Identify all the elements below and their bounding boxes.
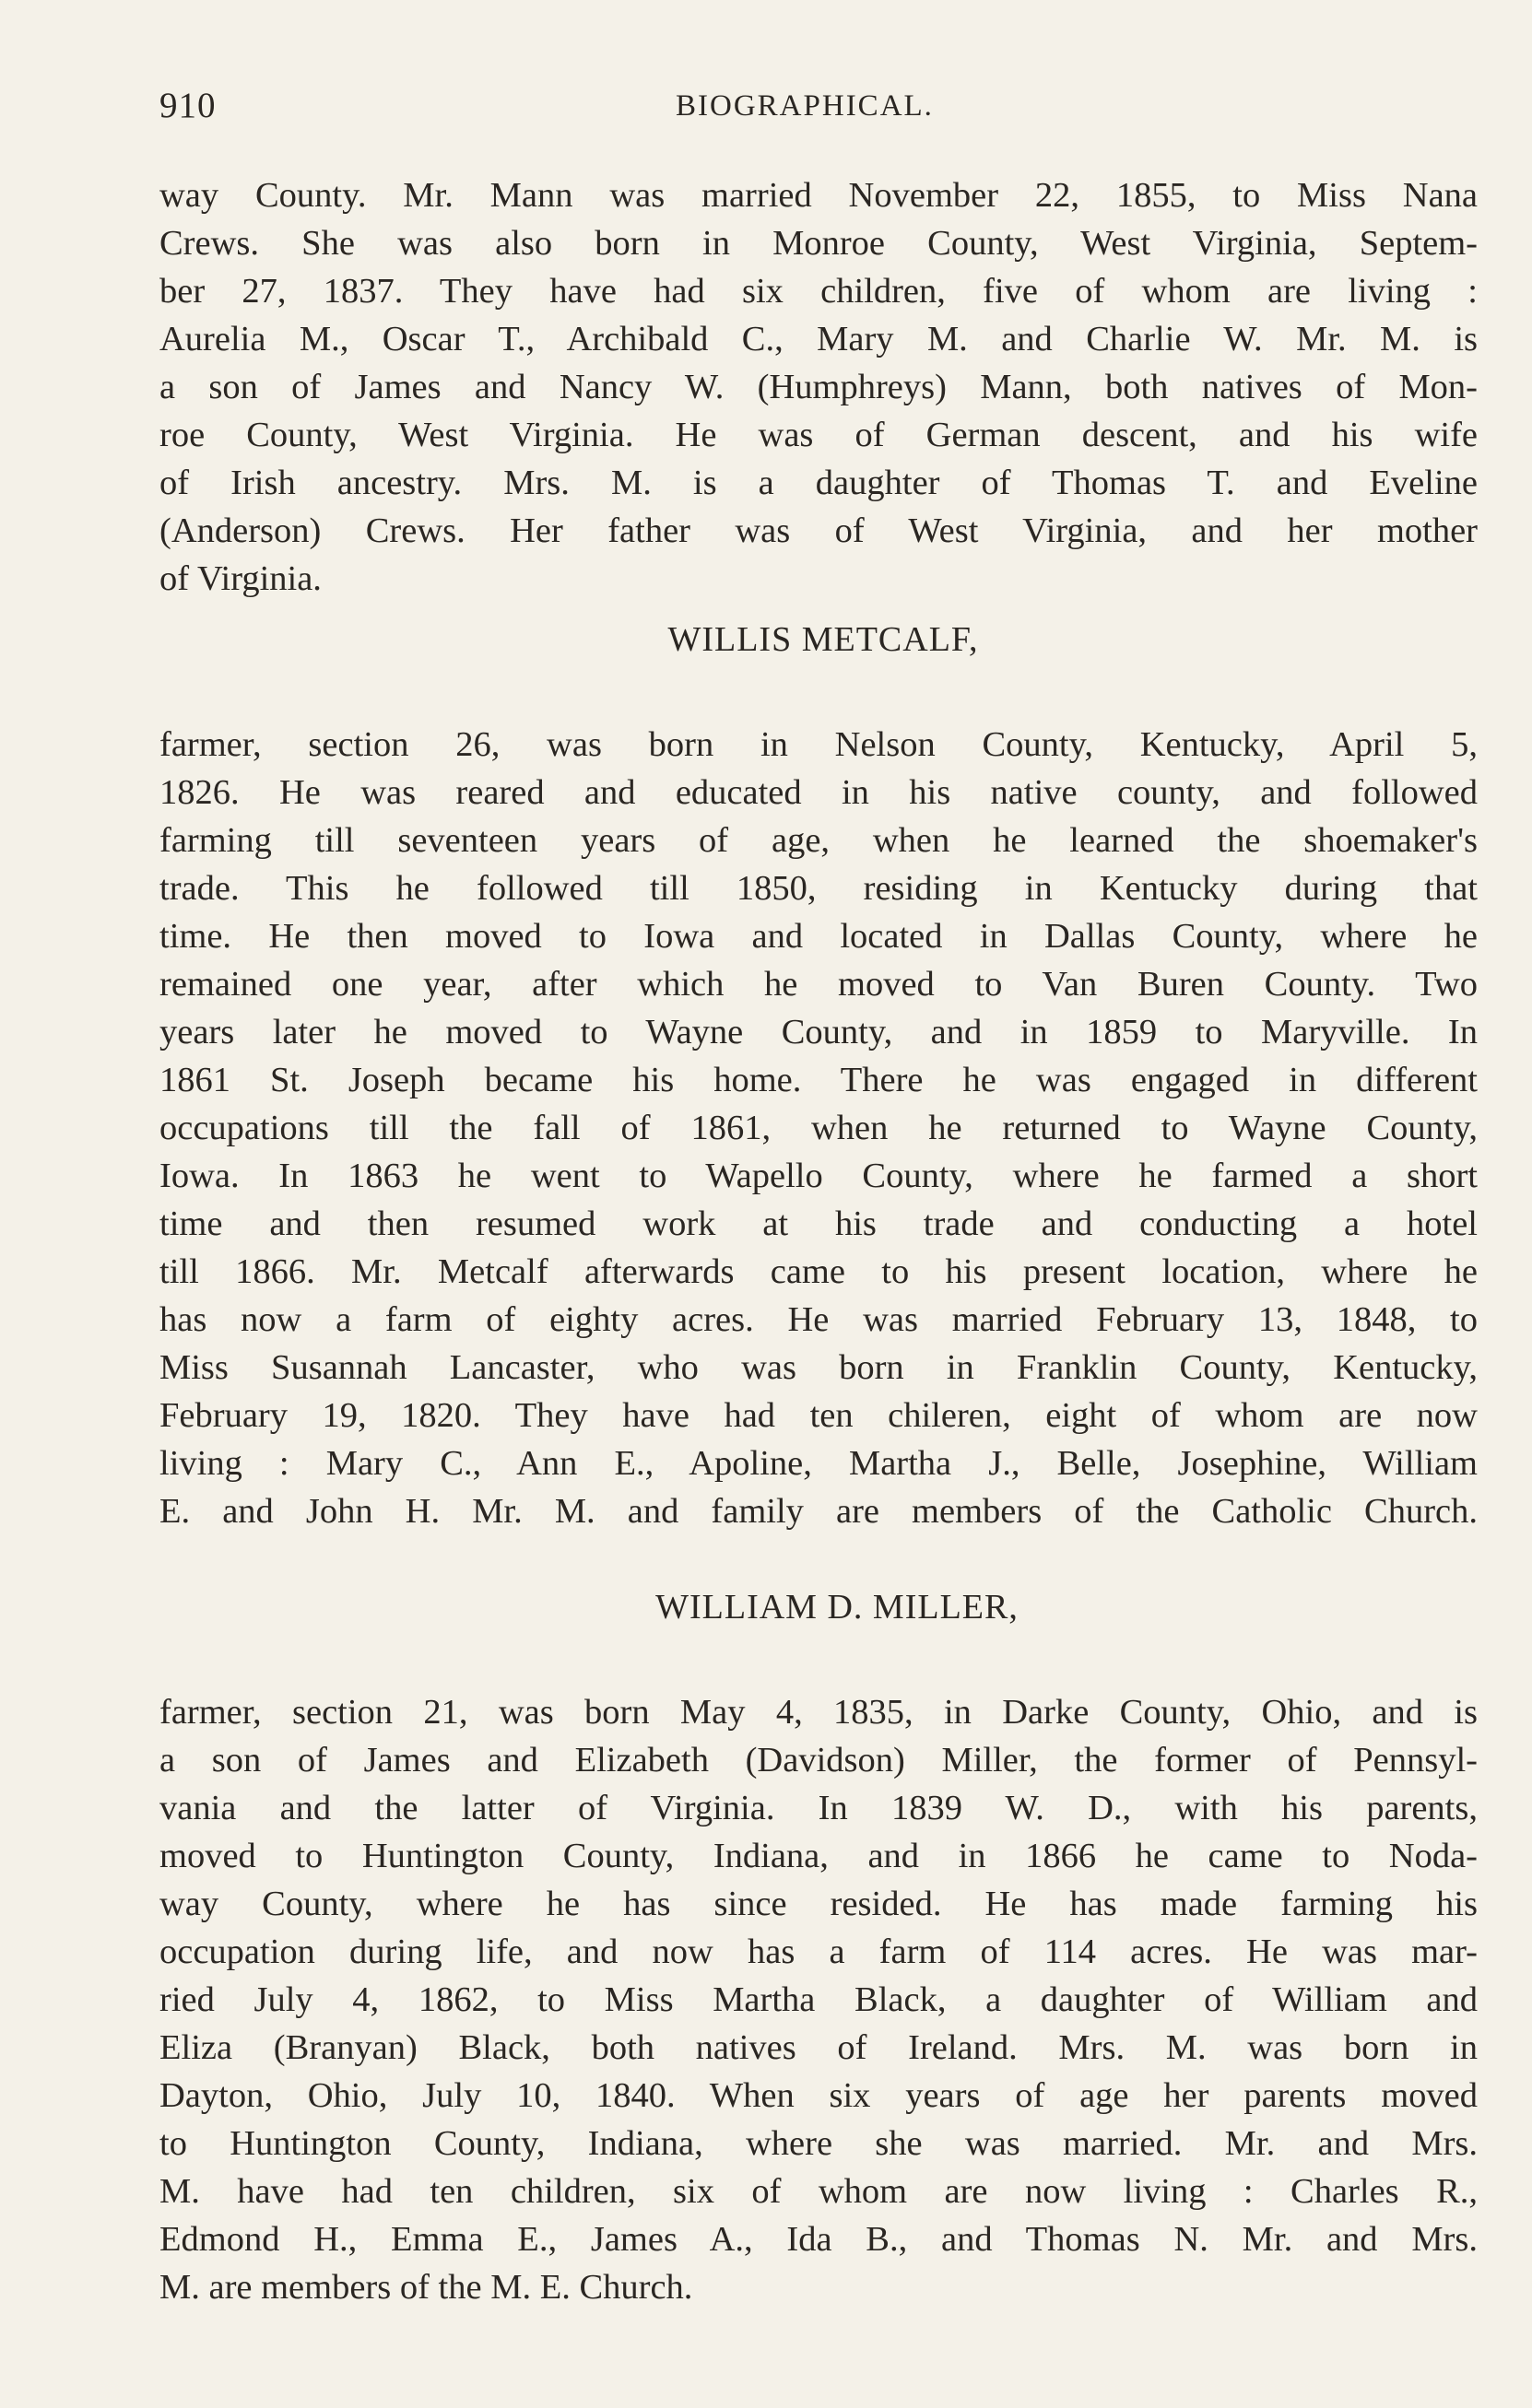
text-line: occupation during life, and now has a farm of 114 acres. He was mar-: [159, 1932, 1478, 1971]
text-line: Eliza (Branyan) Black, both natives of Ireland. Mrs. M. was born in: [159, 2028, 1478, 2067]
text-line: time and then resumed work at his trade and conducting a hotel: [159, 1204, 1478, 1243]
page-body: [159, 171, 1478, 2311]
text-line: Aurelia M., Oscar T., Archibald C., Mary M. and Charlie W. Mr. M. is: [159, 320, 1478, 358]
text-line: time. He then moved to Iowa and located in Dallas County, where he: [159, 917, 1478, 956]
text-line: Crews. She was also born in Monroe County, West Virginia, Septem-: [159, 224, 1478, 263]
text-line: to Huntington County, Indiana, where she was married. Mr. and Mrs.: [159, 2124, 1478, 2163]
text-line: M. have had ten children, six of whom are now living : Charles R.,: [159, 2172, 1478, 2211]
text-line: roe County, West Virginia. He was of German descent, and his wife: [159, 416, 1478, 454]
text-line: (Anderson) Crews. Her father was of West Virginia, and her mother: [159, 511, 1478, 550]
heading-william-d-miller: WILLIAM D. MILLER,: [655, 1588, 1019, 1627]
text-line: Iowa. In 1863 he went to Wapello County, where he farmed a short: [159, 1157, 1478, 1195]
text-line: a son of James and Elizabeth (Davidson) Miller, the former of Pennsyl-: [159, 1741, 1478, 1780]
text-line: till 1866. Mr. Metcalf afterwards came to his present location, where he: [159, 1252, 1478, 1291]
text-line: ber 27, 1837. They have had six children, five of whom are living :: [159, 272, 1478, 311]
text-line: Edmond H., Emma E., James A., Ida B., and Thomas N. Mr. and Mrs.: [159, 2220, 1478, 2259]
paragraph-mann: [159, 171, 1478, 603]
text-line: way County, where he has since resided. He has made farming his: [159, 1885, 1478, 1923]
text-line: way County. Mr. Mann was married November 22, 1855, to Miss Nana: [159, 176, 1478, 215]
text-line: Miss Susannah Lancaster, who was born in Franklin County, Kentucky,: [159, 1348, 1478, 1387]
heading-willis-metcalf: WILLIS METCALF,: [667, 620, 979, 659]
text-line: years later he moved to Wayne County, and in 1859 to Maryville. In: [159, 1013, 1478, 1051]
text-line: occupations till the fall of 1861, when he returned to Wayne County,: [159, 1109, 1478, 1147]
running-head: BIOGRAPHICAL.: [676, 89, 934, 123]
text-line: Dayton, Ohio, July 10, 1840. When six years of age her parents moved: [159, 2076, 1478, 2115]
paragraph-metcalf: [159, 721, 1478, 1535]
text-line: trade. This he followed till 1850, residing in Kentucky during that: [159, 869, 1478, 908]
text-line: remained one year, after which he moved to Van Buren County. Two: [159, 965, 1478, 1004]
text-line: farming till seventeen years of age, when he learned the shoemaker's: [159, 821, 1478, 860]
page-number: 910: [159, 86, 217, 125]
text-line: vania and the latter of Virginia. In 1839 W. D., with his parents,: [159, 1789, 1478, 1827]
text-line: ried July 4, 1862, to Miss Martha Black, a daughter of William and: [159, 1980, 1478, 2019]
paragraph-miller: [159, 1688, 1478, 2311]
page-header: [159, 83, 1478, 129]
text-line: a son of James and Nancy W. (Humphreys) Mann, both natives of Mon-: [159, 368, 1478, 406]
text-line: M. are members of the M. E. Church.: [159, 2268, 693, 2307]
text-line: has now a farm of eighty acres. He was married February 13, 1848, to: [159, 1300, 1478, 1339]
text-line: living : Mary C., Ann E., Apoline, Martha J., Belle, Josephine, William: [159, 1444, 1478, 1483]
text-line: farmer, section 21, was born May 4, 1835, in Darke County, Ohio, and is: [159, 1693, 1478, 1732]
text-line: E. and John H. Mr. M. and family are members of the Catholic Church.: [159, 1492, 1478, 1531]
text-line: of Irish ancestry. Mrs. M. is a daughter of Thomas T. and Eveline: [159, 464, 1478, 502]
text-line: 1861 St. Joseph became his home. There he was engaged in different: [159, 1061, 1478, 1099]
text-line: February 19, 1820. They have had ten chileren, eight of whom are now: [159, 1396, 1478, 1435]
text-line: moved to Huntington County, Indiana, and in 1866 he came to Noda-: [159, 1837, 1478, 1875]
text-line: of Virginia.: [159, 559, 322, 598]
text-line: 1826. He was reared and educated in his native county, and followed: [159, 773, 1478, 812]
text-line: farmer, section 26, was born in Nelson County, Kentucky, April 5,: [159, 725, 1478, 764]
